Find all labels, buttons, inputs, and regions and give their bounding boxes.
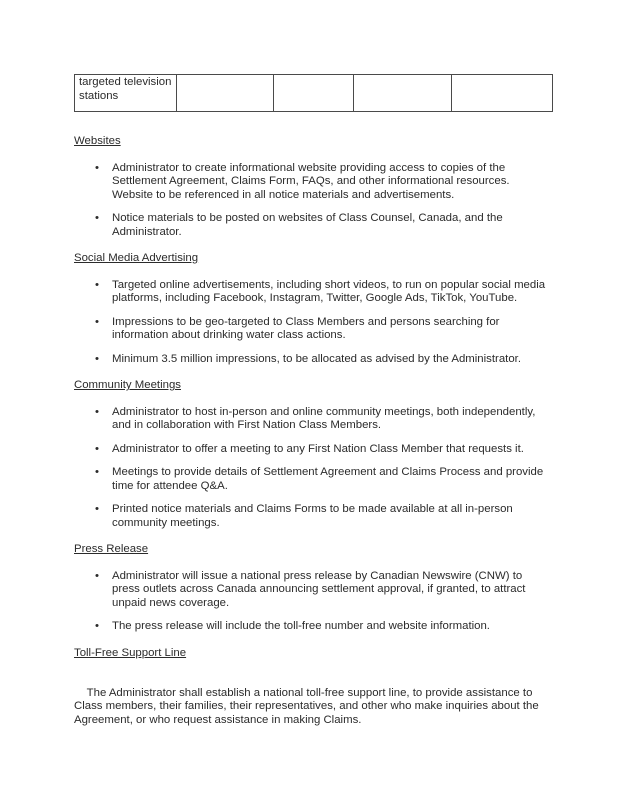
section-heading-press-release: Press Release bbox=[74, 543, 149, 555]
bullet-text: Meetings to provide details of Settlement Agreement and Claims Process and provide time for attendee Q&A. bbox=[112, 466, 547, 492]
websites-bullet-list bbox=[74, 162, 552, 240]
bullet-icon: • bbox=[95, 503, 99, 515]
table-cell-empty bbox=[177, 75, 274, 112]
paragraph-text: The Administrator shall establish a national toll-free support line, to provide assistance to Class members, their families, their representatives, and other who make inquiries about the Agreement, or who request assistance in making Claims. bbox=[74, 686, 542, 726]
social-media-bullet-list bbox=[74, 279, 552, 367]
bullet-icon: • bbox=[95, 466, 99, 478]
bullet-icon: • bbox=[95, 442, 99, 455]
bullet-icon: • bbox=[95, 620, 99, 632]
bullet-text: Impressions to be geo-targeted to Class Members and persons searching for information about drinking water class actions. bbox=[112, 315, 503, 341]
bullet-item bbox=[74, 316, 552, 343]
bullet-icon: • bbox=[95, 315, 99, 328]
bullet-text: Administrator to offer a meeting to any First Nation Class Member that requests it. bbox=[112, 442, 524, 455]
bullet-item bbox=[74, 279, 552, 306]
bullet-text: Administrator to create informational website providing access to copies of the Settlement Agreement, Claims Form, FAQs, and other informational resources. Website to be referenced in all notice materials and advertisements. bbox=[112, 161, 516, 201]
bullet-icon: • bbox=[95, 212, 99, 224]
bullet-item bbox=[74, 406, 552, 433]
bullet-text: Administrator to host in-person and online community meetings, both independently, and in collaboration with First Nation Class Members. bbox=[112, 405, 539, 431]
table-cell-empty bbox=[452, 75, 553, 112]
bullet-text: Administrator will issue a national press release by Canadian Newswire (CNW) to press outlets across Canada announcing settlement approval, if granted, to attract unpaid news coverage. bbox=[112, 569, 529, 609]
toll-free-support-paragraph bbox=[74, 673, 552, 741]
table-row bbox=[75, 75, 553, 112]
section-heading-community-meetings: Community Meetings bbox=[74, 379, 181, 391]
bullet-icon: • bbox=[95, 278, 99, 291]
bullet-text: Printed notice materials and Claims Forms to be made available at all in-person community meetings. bbox=[112, 503, 516, 529]
table-cell-empty bbox=[354, 75, 452, 112]
bullet-item bbox=[74, 212, 552, 239]
bullet-icon: • bbox=[95, 161, 99, 174]
press-release-bullet-list bbox=[74, 570, 552, 634]
table-cell-empty bbox=[274, 75, 354, 112]
section-heading-websites: Websites bbox=[74, 135, 121, 147]
bullet-item bbox=[74, 353, 552, 367]
community-meetings-bullet-list bbox=[74, 406, 552, 531]
section-heading-toll-free-support-line: Toll-Free Support Line bbox=[74, 646, 187, 659]
bullet-icon: • bbox=[95, 405, 99, 418]
bullet-icon: • bbox=[95, 352, 99, 365]
bullet-icon: • bbox=[95, 569, 99, 582]
bullet-item bbox=[74, 466, 552, 493]
bullet-item bbox=[74, 503, 552, 530]
bullet-text: Targeted online advertisements, including short videos, to run on popular social media platforms, including Facebook, Instagram, Twitter, Google Ads, TikTok, YouTube. bbox=[112, 278, 549, 304]
table-cell-targeted-television-stations: targeted television stations bbox=[75, 75, 177, 112]
bullet-item bbox=[74, 162, 552, 203]
bullet-text: The press release will include the toll-free number and website information. bbox=[112, 620, 490, 632]
bullet-text: Notice materials to be posted on websites of Class Counsel, Canada, and the Administrator. bbox=[112, 212, 506, 238]
bullet-item bbox=[74, 443, 552, 457]
bullet-item bbox=[74, 570, 552, 611]
bullet-text: Minimum 3.5 million impressions, to be allocated as advised by the Administrator. bbox=[112, 352, 521, 365]
bullet-item bbox=[74, 620, 552, 634]
section-heading-social-media-advertising: Social Media Advertising bbox=[74, 252, 199, 264]
notice-plan-table bbox=[74, 74, 553, 112]
